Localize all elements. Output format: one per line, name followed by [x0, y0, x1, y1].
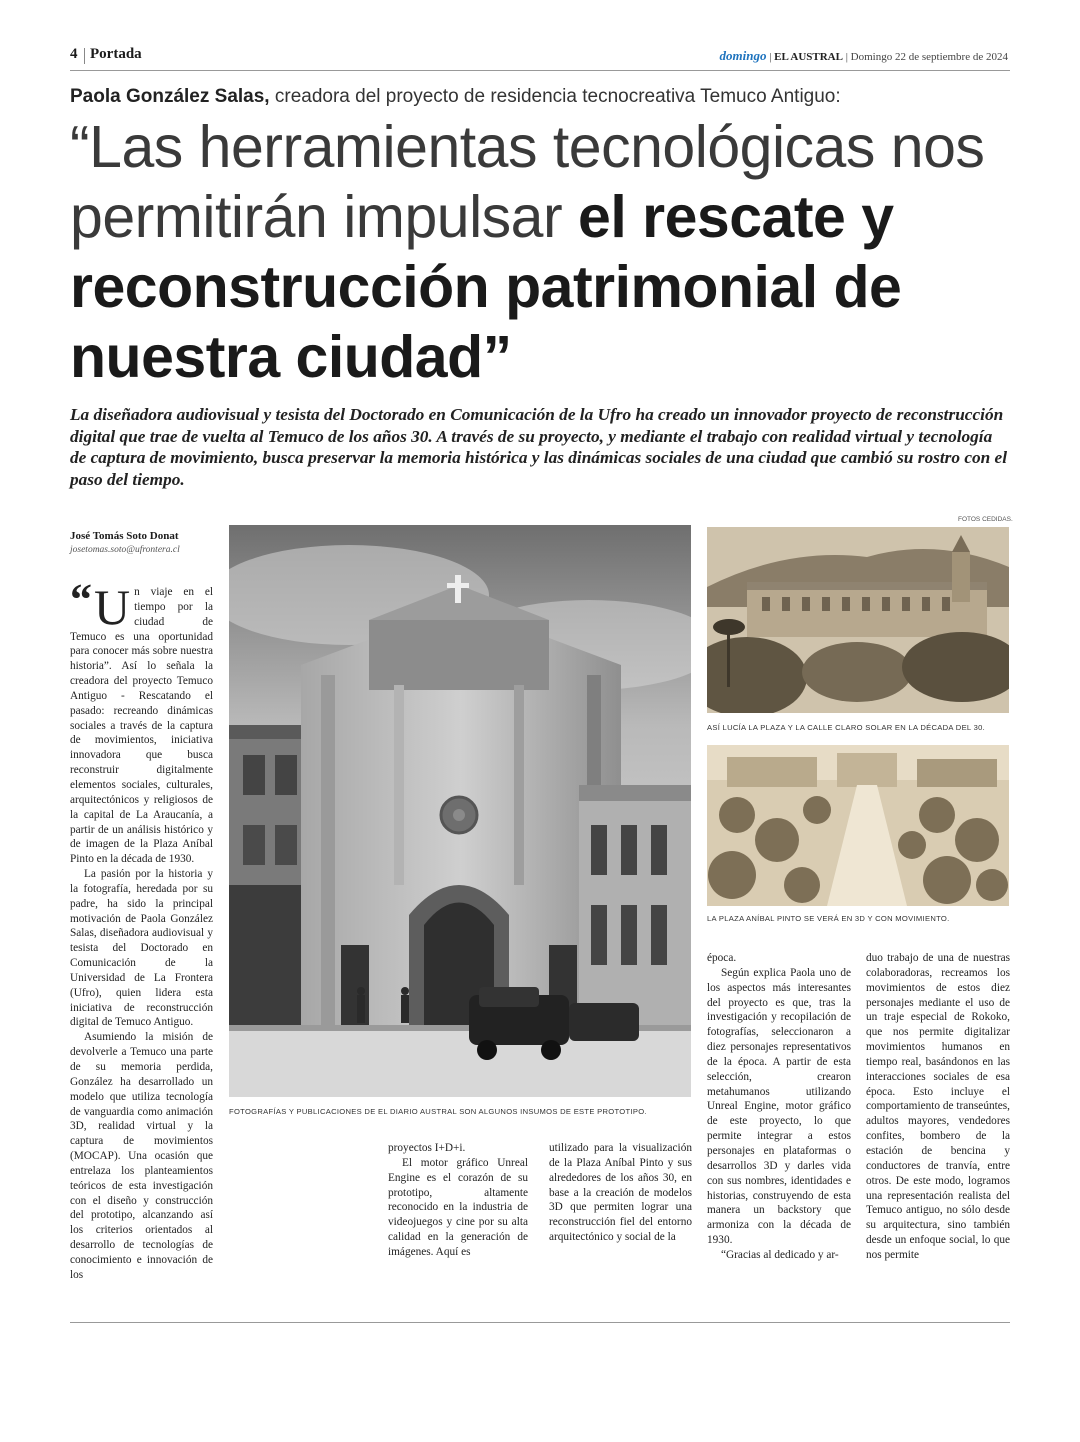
headline: [70, 112, 1030, 392]
body-paragraph: proyectos I+D+i.: [388, 1142, 466, 1154]
drop-quote-mark: “: [70, 575, 92, 624]
drop-cap: U: [94, 579, 131, 635]
body-paragraph: La pasión por la historia y la fotografía, heredada por su padre, ha sido la principal motivación de Paola González Salas, diseñadora audiovisual y tesista del Doctorado en Comunicación de la Universidad de La Frontera (Ufro), quien lidera esta iniciativa de reconstrucción digital de Temuco Antiguo.: [70, 868, 213, 1029]
body-paragraph: “ U n viaje en el tiempo por la ciudad de Temuco es una oportunidad para conocer más sobre nuestra historia”. Así lo señala la creadora del proyecto Temuco Antiguo - Rescatando el pasado: recreando dinámicas sociales a través de la captura de movimientos, iniciativa innovadora que busca reconstruir digitalmente elementos sociales, culturales, arquitectónicos y religiosos de la capital de La Araucanía, a partir de un análisis histórico y de imagen de la Plaza Aníbal Pinto en la década de 1930.: [70, 575, 213, 866]
body-paragraph: “Gracias al dedicado y ar-: [721, 1248, 839, 1261]
body-column-1: [70, 575, 213, 1283]
body-column-4: [707, 951, 851, 1263]
photo-credit: FOTOS CEDIDAS.: [958, 516, 1013, 523]
headline-bold: el rescate y reconstrucción patrimonial de nuestra ciudad”: [70, 184, 902, 390]
issue-date: Domingo 22 de septiembre de 2024: [850, 51, 1008, 63]
body-column-3: [549, 1141, 692, 1245]
body-paragraph: Asumiendo la misión de devolverle a Temuco una parte de su memoria perdida, González ha desarrollado un modelo que utiliza tecnología de vanguardia como animación 3D, realidad virtual y la captura de movimientos (MOCAP). Una ocasión que entrelaza los planteamientos teóricos de esta investigación con el diseño y construcción del prototipo, alcanzando así los criterios orientados al desarrollo de tecnologías de conocimiento e innovación de los: [70, 1031, 213, 1281]
section-name: Portada: [90, 46, 142, 62]
body-paragraph: duo trabajo de una de nuestras colaboradoras, recreamos los movimientos de estos diez personajes mediante el uso de un traje especial de Rokoko, que nos permite digitalizar movimientos humanos en tiempo real, basándonos en las interacciones sociales de esa época. Esto incluye el comportamiento de transeúntes, adultos mayores, vendedores confites, bombero de la estación de bencina y conductores de tranvía, entre otros. De este modo, logramos una representación realista del Temuco antiguo, no sólo desde su arquitectura, sino también desde un enfoque social, lo que nos permite: [866, 952, 1010, 1261]
brand-name: domingo: [719, 48, 767, 63]
body-column-2: [388, 1141, 528, 1260]
caption-main-photo: FOTOGRAFÍAS Y PUBLICACIONES DE EL DIARIO AUSTRAL SON ALGUNOS INSUMOS DE ESTE PROTOTIPO.: [229, 1107, 647, 1116]
kicker: [70, 86, 1020, 108]
footer-rule: [70, 1322, 1010, 1323]
body-paragraph: utilizado para la visualización de la Plaza Aníbal Pinto y sus alrededores de los años 30, en base a la creación de modelos 3D que permiten lograr una reconstrucción fiel del entorno arquitectónico y social de la: [549, 1142, 692, 1244]
lead-paragraph: La diseñadora audiovisual y tesista del Doctorado en Comunicación de la Ufro ha creado un innovador proyecto de reconstrucción digital que trae de vuelta al Temuco de los años 30. A través de su proyecto, y mediante el trabajo con realidad virtual y tecnología de captura de movimiento, busca preservar la memoria histórica y las dinámicas sociales de una ciudad que cambió su rostro con el paso del tiempo.: [70, 405, 1008, 489]
photo-plaza-anibal-pinto: [707, 745, 1009, 906]
header-separator: [84, 48, 85, 64]
author-email: josetomas.soto@ufrontera.cl: [70, 545, 180, 555]
author-name: José Tomás Soto Donat: [70, 530, 179, 542]
masthead: [720, 48, 1009, 64]
paper-name: EL AUSTRAL: [774, 51, 843, 63]
body-paragraph: El motor gráfico Unreal Engine es el corazón de su prototipo, altamente reconocido en la industria de videojuegos y cine por su alta calidad en la generación de imágenes. Aquí es: [388, 1156, 528, 1258]
masthead-separator: |: [845, 51, 848, 63]
kicker-text: creadora del proyecto de residencia tecnocreativa Temuco Antiguo:: [269, 86, 841, 107]
masthead-separator: |: [769, 51, 772, 63]
photo-plaza-1930s: [707, 527, 1009, 713]
page-number: 4: [70, 46, 78, 62]
kicker-name: Paola González Salas,: [70, 86, 270, 107]
body-column-5: [866, 951, 1010, 1263]
header-rule: [70, 70, 1010, 71]
body-paragraph: época.: [707, 952, 737, 964]
body-paragraph: Según explica Paola uno de los aspectos más interesantes del proyecto es que, tras la investigación y recopilación de fotografías, seleccionaron a diez personajes representativos de la época. A partir de esta selección, crearon metahumanos utilizando Unreal Engine, motor gráfico de este proyecto, lo que permite integrar a estos personajes en plataformas o desarrollos 3D y darles vida con sus nombres, identidades e historias, construyendo de esta manera un backstory que armoniza con la década de 1930.: [707, 966, 851, 1247]
headline-light: “Las herramientas tecnológicas nos permitirán impulsar: [70, 114, 985, 250]
main-photo-church: [229, 525, 691, 1097]
caption-bottom-right: LA PLAZA ANÍBAL PINTO SE VERÁ EN 3D Y CON MOVIMIENTO.: [707, 914, 950, 923]
caption-top-right: ASÍ LUCÍA LA PLAZA Y LA CALLE CLARO SOLAR EN LA DÉCADA DEL 30.: [707, 723, 986, 732]
